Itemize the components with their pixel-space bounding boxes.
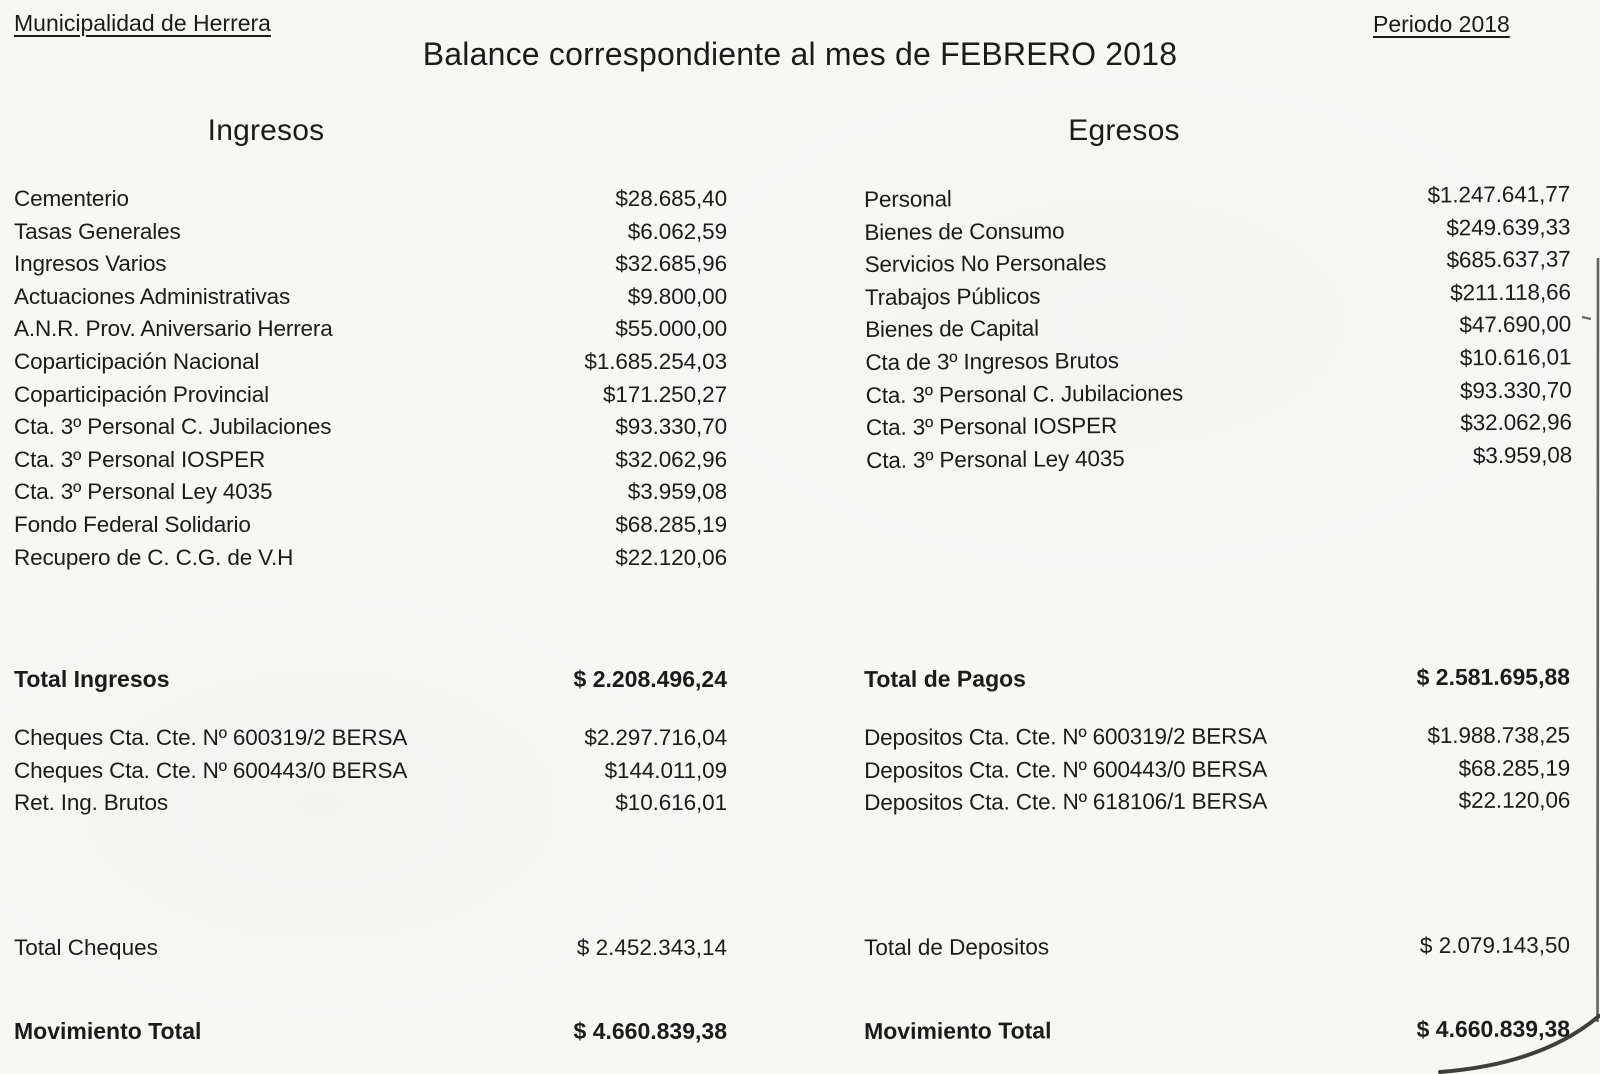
item-label: Cta de 3º Ingresos Brutos xyxy=(865,347,1119,375)
depositos-list xyxy=(864,720,1570,820)
item-label: Recupero de C. C.G. de V.H xyxy=(14,544,294,570)
total-cheques-row xyxy=(14,933,727,963)
total-cheques-amount: $ 2.452.343,14 xyxy=(576,935,727,960)
ingresos-item-row xyxy=(14,411,727,444)
item-label: Depositos Cta. Cte. Nº 618106/1 BERSA xyxy=(864,788,1268,816)
egresos-items-list xyxy=(864,178,1572,477)
depositos-row xyxy=(864,752,1570,787)
depositos-row xyxy=(864,720,1570,755)
movimiento-total-amount: $ 4.660.839,38 xyxy=(1416,1015,1571,1043)
total-cheques-label: Total Cheques xyxy=(14,935,158,960)
item-label: Personal xyxy=(864,186,952,212)
item-amount: $22.120,06 xyxy=(615,544,727,570)
item-amount: $171.250,27 xyxy=(602,381,727,407)
cheques-row xyxy=(14,722,727,755)
item-label: Tasas Generales xyxy=(14,218,181,244)
ingresos-item-row xyxy=(14,379,727,412)
total-pagos-row xyxy=(864,662,1570,694)
egresos-item-row xyxy=(864,178,1570,216)
item-amount: $10.616,01 xyxy=(1459,344,1572,371)
item-label: Cta. 3º Personal Ley 4035 xyxy=(866,445,1125,473)
item-label: Actuaciones Administrativas xyxy=(14,283,291,309)
ingresos-item-row xyxy=(14,476,727,509)
item-label: Bienes de Capital xyxy=(865,316,1040,343)
item-amount: $68.285,19 xyxy=(615,511,727,537)
item-amount: $55.000,00 xyxy=(615,316,727,342)
total-pagos-label: Total de Pagos xyxy=(864,665,1026,692)
item-label: Trabajos Públicos xyxy=(864,283,1041,310)
item-amount: $1.988.738,25 xyxy=(1427,722,1571,749)
item-label: Ingresos Varios xyxy=(14,251,167,277)
item-label: Cta. 3º Personal IOSPER xyxy=(865,413,1118,441)
item-label: Depositos Cta. Cte. Nº 600443/0 BERSA xyxy=(864,756,1268,783)
total-pagos-amount: $ 2.581.695,88 xyxy=(1416,663,1571,691)
egresos-item-row xyxy=(866,374,1572,412)
item-amount: $9.800,00 xyxy=(627,283,727,309)
item-amount: $93.330,70 xyxy=(1459,377,1572,403)
item-label: Coparticipación Nacional xyxy=(14,348,260,374)
item-label: Cementerio xyxy=(14,186,129,211)
item-label: Fondo Federal Solidario xyxy=(14,511,251,537)
item-label: Cta. 3º Personal C. Jubilaciones xyxy=(865,380,1184,408)
egresos-item-row xyxy=(864,211,1570,249)
ingresos-item-row xyxy=(14,542,727,575)
item-amount: $144.011,09 xyxy=(604,757,727,783)
scan-edge-line xyxy=(1598,258,1599,1022)
ingresos-item-row xyxy=(14,509,727,542)
ingresos-item-row xyxy=(14,216,727,249)
item-amount: $68.285,19 xyxy=(1458,755,1571,781)
total-depositos-label: Total de Depositos xyxy=(864,934,1050,960)
ingresos-item-row xyxy=(14,183,727,216)
cheques-row xyxy=(14,787,727,820)
period-label: Periodo 2018 xyxy=(1373,11,1510,37)
item-label: Cheques Cta. Cte. Nº 600319/2 BERSA xyxy=(14,725,408,750)
egresos-heading: Egresos xyxy=(1068,114,1180,147)
item-label: Cta. 3º Personal IOSPER xyxy=(14,446,266,472)
item-amount: $10.616,01 xyxy=(615,790,727,816)
egresos-item-row xyxy=(865,309,1571,347)
depositos-row xyxy=(864,785,1570,820)
total-ingresos-label: Total Ingresos xyxy=(14,666,170,692)
ingresos-item-row xyxy=(14,248,727,281)
item-amount: $3.959,08 xyxy=(627,479,727,505)
item-amount: $28.685,40 xyxy=(615,186,727,211)
item-label: Coparticipación Provincial xyxy=(14,381,269,407)
item-label: Ret. Ing. Brutos xyxy=(14,790,168,816)
item-amount: $3.959,08 xyxy=(1472,442,1573,468)
item-amount: $685.637,37 xyxy=(1446,246,1571,273)
movimiento-total-left-row xyxy=(14,1016,727,1046)
item-amount: $1.247.641,77 xyxy=(1427,181,1571,208)
item-label: A.N.R. Prov. Aniversario Herrera xyxy=(14,316,333,342)
total-depositos-amount: $ 2.079.143,50 xyxy=(1419,932,1571,959)
item-label: Cta. 3º Personal C. Jubilaciones xyxy=(14,414,332,440)
item-amount: $47.690,00 xyxy=(1459,311,1572,338)
item-label: Cheques Cta. Cte. Nº 600443/0 BERSA xyxy=(14,757,408,783)
item-amount: $2.297.716,04 xyxy=(584,725,727,750)
ingresos-item-row xyxy=(14,281,727,314)
egresos-item-row xyxy=(866,407,1572,445)
egresos-item-row xyxy=(865,341,1571,379)
movimiento-total-label: Movimiento Total xyxy=(14,1018,202,1044)
egresos-item-row xyxy=(865,276,1571,314)
item-amount: $211.118,66 xyxy=(1450,279,1571,306)
cheques-row xyxy=(14,755,727,788)
total-depositos-row xyxy=(864,931,1570,963)
item-label: Cta. 3º Personal Ley 4035 xyxy=(14,479,273,505)
item-amount: $6.062,59 xyxy=(627,218,727,244)
item-label: Bienes de Consumo xyxy=(864,218,1065,245)
org-name: Municipalidad de Herrera xyxy=(14,10,271,36)
total-ingresos-amount: $ 2.208.496,24 xyxy=(573,666,727,692)
item-amount: $93.330,70 xyxy=(615,414,727,440)
ingresos-heading: Ingresos xyxy=(207,114,325,147)
ingresos-item-row xyxy=(14,346,727,379)
total-ingresos-row xyxy=(14,664,727,694)
item-amount: $1.685.254,03 xyxy=(584,348,727,374)
item-amount: $22.120,06 xyxy=(1458,787,1571,814)
ingresos-item-row xyxy=(14,444,727,477)
item-amount: $32.685,96 xyxy=(615,251,727,277)
egresos-item-row xyxy=(865,244,1571,282)
egresos-item-row xyxy=(866,439,1572,477)
item-amount: $249.639,33 xyxy=(1446,214,1571,241)
movimiento-total-label: Movimiento Total xyxy=(864,1017,1052,1044)
item-label: Depositos Cta. Cte. Nº 600319/2 BERSA xyxy=(864,723,1267,750)
item-label: Servicios No Personales xyxy=(864,250,1107,278)
ingresos-items-list xyxy=(14,183,727,574)
document-title: Balance correspondiente al mes de FEBRERO 2018 xyxy=(422,36,1178,72)
movimiento-total-amount: $ 4.660.839,38 xyxy=(573,1018,727,1044)
item-amount: $32.062,96 xyxy=(615,446,727,472)
movimiento-total-right-row xyxy=(864,1014,1570,1046)
scan-speck xyxy=(1582,317,1591,319)
ingresos-item-row xyxy=(14,313,727,346)
cheques-list xyxy=(14,722,727,820)
item-amount: $32.062,96 xyxy=(1460,409,1572,436)
